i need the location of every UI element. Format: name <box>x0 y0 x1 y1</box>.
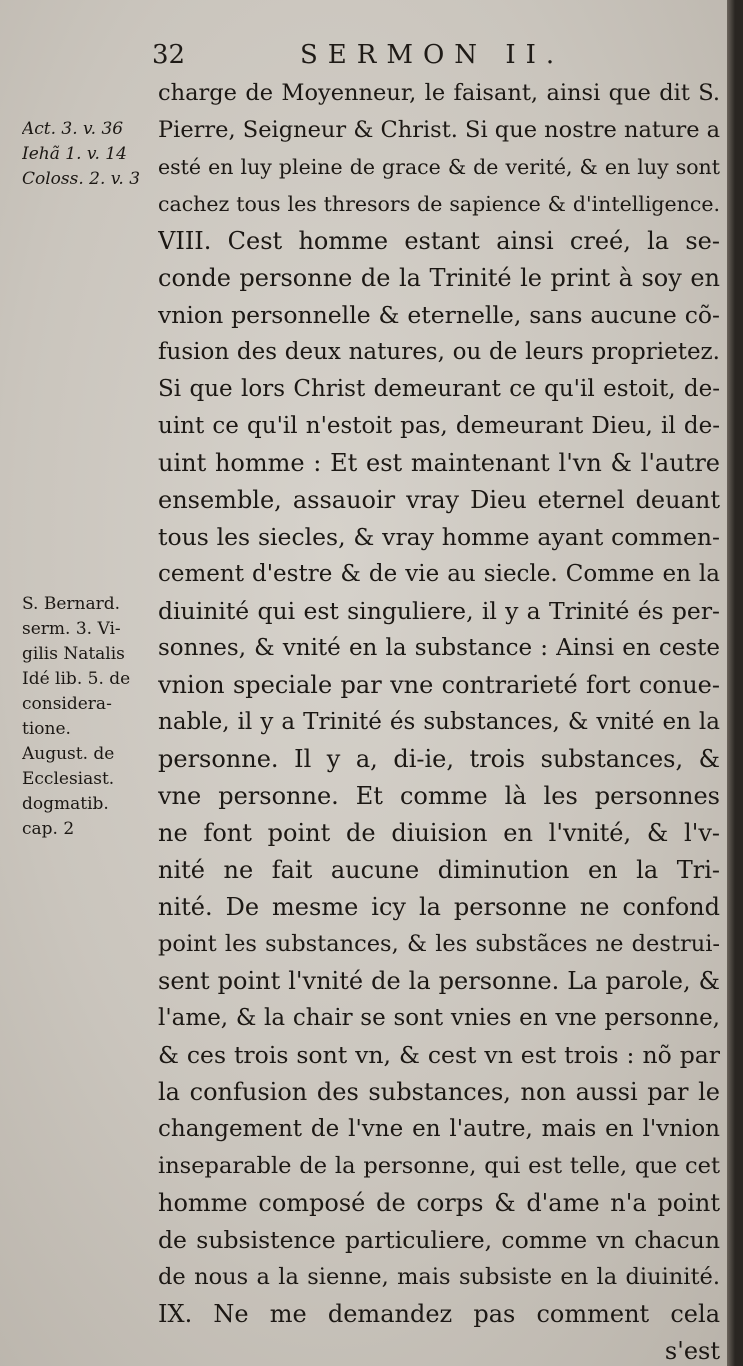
text-line: fusion des deux natures, ou de leurs proprietez. <box>158 339 720 365</box>
text-line: uint homme : Et est maintenant l'vn & l'autre <box>158 449 720 477</box>
text-line: personne. Il y a, di-ie, trois substances, & <box>158 745 720 773</box>
text-line: cachez tous les thresors de sapience & d'intelligence. <box>158 192 720 216</box>
text-line: l'ame, & la chair se sont vnies en vne personne, <box>158 1005 720 1031</box>
text-line: inseparable de la personne, qui est telle, que cet <box>158 1153 720 1179</box>
text-line: cement d'estre & de vie au siecle. Comme en la <box>158 561 720 587</box>
text-line: diuinité qui est singuliere, il y a Trinité és per- <box>158 597 720 625</box>
running-title: SERMON II. <box>300 40 565 70</box>
margin-note: August. de <box>22 744 115 764</box>
margin-note: dogmatib. <box>22 794 109 814</box>
text-line: nable, il y a Trinité és substances, & vnité en la <box>158 709 720 735</box>
text-line: uint ce qu'il n'estoit pas, demeurant Dieu, il de- <box>158 413 720 439</box>
text-line: esté en luy pleine de grace & de verité, & en luy sont <box>158 155 720 179</box>
text-line: point les substances, & les substãces ne destrui- <box>158 931 720 957</box>
text-line: conde personne de la Trinité le print à soy en <box>158 264 720 292</box>
page-number: 32 <box>152 40 186 70</box>
page-edge-shadow <box>727 0 735 1366</box>
text-line: charge de Moyenneur, le faisant, ainsi que dit S. <box>158 80 720 106</box>
margin-notes-mid <box>22 592 157 842</box>
margin-note: considera- <box>22 694 112 714</box>
margin-note: cap. 2 <box>22 819 75 839</box>
text-line: sonnes, & vnité en la substance : Ainsi en ceste <box>158 635 720 661</box>
catchword: s'est <box>664 1337 720 1365</box>
text-line: vne personne. Et comme là les personnes <box>158 782 720 810</box>
text-line: vnion personnelle & eternelle, sans aucune cõ- <box>158 301 720 329</box>
margin-note: Iehã 1. v. 14 <box>22 144 127 164</box>
margin-note: S. Bernard. <box>22 594 121 614</box>
text-line: Si que lors Christ demeurant ce qu'il estoit, de- <box>158 376 720 402</box>
text-line: Pierre, Seigneur & Christ. Si que nostre nature a <box>158 117 720 143</box>
text-line: ensemble, assauoir vray Dieu eternel deuant <box>158 486 720 514</box>
margin-note: Ecclesiast. <box>22 769 115 789</box>
text-line: homme composé de corps & d'ame n'a point <box>158 1189 720 1217</box>
margin-note: serm. 3. Vi- <box>22 619 121 639</box>
margin-notes-top <box>22 117 157 192</box>
text-line: IX. Ne me demandez pas comment cela <box>158 1300 720 1328</box>
margin-note: Act. 3. v. 36 <box>22 119 124 139</box>
text-line: la confusion des substances, non aussi par le <box>158 1078 720 1106</box>
text-line: de subsistence particuliere, comme vn chacun <box>158 1226 720 1254</box>
body-text <box>158 75 720 1366</box>
text-line: de nous a la sienne, mais subsiste en la diuinité. <box>158 1264 720 1290</box>
text-line: tous les siecles, & vray homme ayant commen- <box>158 523 720 551</box>
text-line: VIII. Cest homme estant ainsi creé, la se- <box>158 227 720 255</box>
text-line: vnion speciale par vne contrarieté fort conue- <box>158 671 720 699</box>
text-line: changement de l'vne en l'autre, mais en l'vnion <box>158 1116 720 1142</box>
margin-note: Idé lib. 5. de <box>22 669 131 689</box>
text-line: nité ne fait aucune diminution en la Tri- <box>158 856 720 884</box>
text-line: sent point l'vnité de la personne. La parole, & <box>158 967 720 995</box>
running-head <box>152 40 612 80</box>
margin-note: tione. <box>22 719 71 739</box>
margin-note: Coloss. 2. v. 3 <box>22 169 141 189</box>
text-line: & ces trois sont vn, & cest vn est trois : nõ par <box>158 1041 720 1069</box>
margin-note: gilis Natalis <box>22 644 125 664</box>
text-line: nité. De mesme icy la personne ne confond <box>158 893 720 921</box>
text-line: ne font point de diuision en l'vnité, & l'v- <box>158 819 720 847</box>
